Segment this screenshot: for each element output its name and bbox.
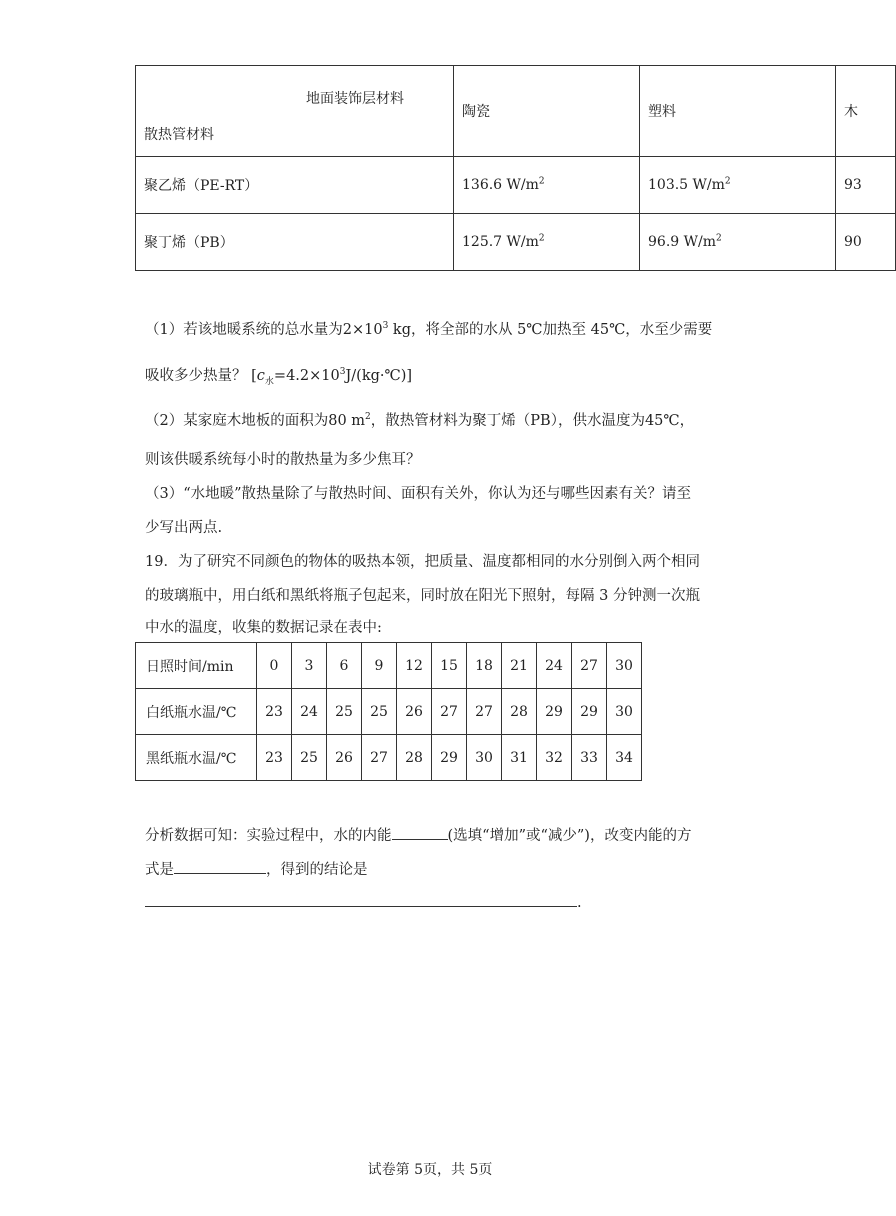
table-cell: 24 <box>292 689 327 735</box>
table-cell: 27 <box>467 689 502 735</box>
table-cell: 136.6 $W/m^2$ <box>454 157 640 214</box>
table-cell: 18 <box>467 643 502 689</box>
q19-line3: 中水的温度，收集的数据记录在表中: <box>145 620 382 636</box>
table-cell: 25 <box>362 689 397 735</box>
table-cell: 32 <box>537 735 572 781</box>
table-cell: 93 <box>836 157 896 214</box>
row-label: 日照时间/min <box>136 643 257 689</box>
q1-line1: （1）若该地暖系统的总水量为$2\times 10^3$ kg，将全部的水从 5℃加热至 45℃，水至少需要 <box>145 321 713 338</box>
row-label: 聚乙烯（PE-RT） <box>136 157 454 214</box>
analysis-line1: 分析数据可知：实验过程中，水的内能 (选填“增加”或“减少”)，改变内能的方 <box>145 824 691 845</box>
table-cell: 103.5 $W/m^2$ <box>640 157 836 214</box>
table-cell: 33 <box>572 735 607 781</box>
q19-line1: 19．为了研究不同颜色的物体的吸热本领，把质量、温度都相同的水分别倒入两个相同 <box>145 554 700 570</box>
table-row <box>136 689 642 735</box>
q1-line2: 吸收多少热量？ $[c_水=4.2\times 10^3J/(kg\cdot℃)]$ <box>145 367 413 387</box>
table-cell: 9 <box>362 643 397 689</box>
table-cell: 29 <box>537 689 572 735</box>
table-cell: 96.9 $W/m^2$ <box>640 214 836 271</box>
table-cell: 23 <box>257 735 292 781</box>
page-footer: 试卷第 5页，共 5页 <box>367 1162 493 1178</box>
table-cell: 27 <box>572 643 607 689</box>
q2-line1: （2）某家庭木地板的面积为80 $m^2$，散热管材料为聚丁烯（PB），供水温度为45℃， <box>145 412 695 429</box>
table-cell: 29 <box>572 689 607 735</box>
table-cell: 34 <box>607 735 642 781</box>
table-cell: 30 <box>607 689 642 735</box>
q2-line2: 则该供暖系统每小时的散热量为多少焦耳？ <box>145 452 421 468</box>
table-cell: 15 <box>432 643 467 689</box>
table-cell: 21 <box>502 643 537 689</box>
table-cell: 125.7 $W/m^2$ <box>454 214 640 271</box>
analysis-line3: . <box>145 892 582 911</box>
table-row <box>136 735 642 781</box>
table-cell: 12 <box>397 643 432 689</box>
specific-heat-formula: $[c_水=4.2\times 10^3J/(kg\cdot℃)]$ <box>251 367 413 387</box>
table-cell: 0 <box>257 643 292 689</box>
q3-line1: （3）“水地暖”散热量除了与散热时间、面积有关外，你认为还与哪些因素有关？请至 <box>145 486 692 502</box>
header-floor-material: 地面装饰层材料 <box>306 91 404 107</box>
temperature-table <box>135 642 642 781</box>
row-label: 黑纸瓶水温/℃ <box>136 735 257 781</box>
conclusion-blank[interactable] <box>145 892 577 907</box>
answer-blank[interactable] <box>174 859 266 874</box>
row-label: 聚丁烯（PB） <box>136 214 454 271</box>
table-row <box>136 157 896 214</box>
table-cell: 30 <box>607 643 642 689</box>
table-cell: 28 <box>397 735 432 781</box>
table-cell: 30 <box>467 735 502 781</box>
table-cell: 90 <box>836 214 896 271</box>
table-cell: 26 <box>327 735 362 781</box>
table-row <box>136 214 896 271</box>
analysis-line2: 式是 ，得到的结论是 <box>145 858 368 879</box>
column-header-plastic: 塑料 <box>640 66 836 157</box>
q19-line2: 的玻璃瓶中，用白纸和黑纸将瓶子包起来，同时放在阳光下照射，每隔 3 分钟测一次瓶 <box>145 588 700 604</box>
table-cell: 3 <box>292 643 327 689</box>
table-cell: 6 <box>327 643 362 689</box>
q3-line2: 少写出两点. <box>145 520 223 536</box>
heat-dissipation-table <box>135 65 896 271</box>
row-label: 白纸瓶水温/℃ <box>136 689 257 735</box>
header-pipe-material: 散热管材料 <box>144 127 214 143</box>
column-header-ceramic: 陶瓷 <box>454 66 640 157</box>
table-cell: 31 <box>502 735 537 781</box>
table-cell: 25 <box>292 735 327 781</box>
table-row <box>136 643 642 689</box>
table-cell: 28 <box>502 689 537 735</box>
table-cell: 29 <box>432 735 467 781</box>
table-cell: 27 <box>432 689 467 735</box>
table-cell: 27 <box>362 735 397 781</box>
table-cell: 26 <box>397 689 432 735</box>
column-header-wood: 木 <box>836 66 896 157</box>
diagonal-header-cell <box>136 66 454 157</box>
table-cell: 23 <box>257 689 292 735</box>
table-cell: 24 <box>537 643 572 689</box>
answer-blank[interactable] <box>392 825 448 840</box>
table-header-row <box>136 66 896 157</box>
table-cell: 25 <box>327 689 362 735</box>
